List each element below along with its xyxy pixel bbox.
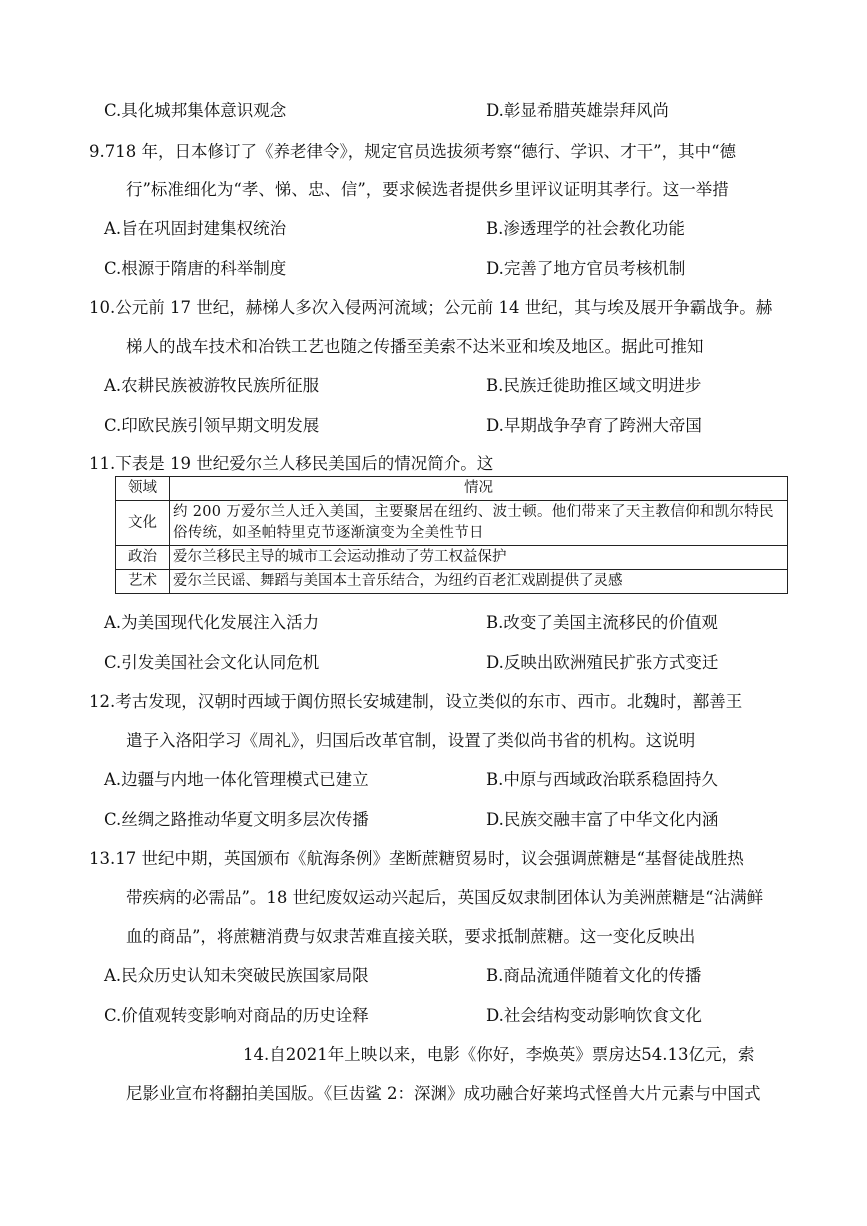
q13-option-d: D.社会结构变动影响饮食文化 (486, 1006, 702, 1025)
q10-option-a: A.农耕民族被游牧民族所征服 (104, 376, 320, 395)
q9-option-b: B.渗透理学的社会教化功能 (486, 219, 685, 238)
q10-stem-line-1: 10.公元前 17 世纪，赫梯人多次入侵两河流域；公元前 14 世纪，其与埃及展开争霸战争。赫 (89, 298, 773, 317)
table-cell-domain: 艺术 (116, 570, 170, 594)
q8-option-c: C.具化城邦集体意识观念 (104, 101, 287, 120)
q11-option-a: A.为美国现代化发展注入活力 (104, 613, 320, 632)
table-header-row (116, 477, 788, 501)
q8-option-d: D.彰显希腊英雄崇拜风尚 (486, 101, 669, 120)
table-row (116, 546, 788, 570)
q11-info-table (115, 476, 788, 594)
table-row (116, 501, 788, 546)
q12-option-a: A.边疆与内地一体化管理模式已建立 (104, 770, 369, 789)
q11-option-b: B.改变了美国主流移民的价值观 (486, 613, 718, 632)
table-cell-situation: 爱尔兰民谣、舞蹈与美国本土音乐结合，为纽约百老汇戏剧提供了灵感 (170, 570, 788, 594)
q10-option-d: D.早期战争孕育了跨洲大帝国 (486, 416, 702, 435)
table-header-situation: 情况 (170, 477, 788, 501)
table-header-domain: 领域 (116, 477, 170, 501)
q13-option-c: C.价值观转变影响对商品的历史诠释 (104, 1006, 369, 1025)
q13-stem-line-3: 血的商品”，将蔗糖消费与奴隶苦难直接关联，要求抵制蔗糖。这一变化反映出 (126, 927, 696, 946)
table-cell-situation: 爱尔兰移民主导的城市工会运动推动了劳工权益保护 (170, 546, 788, 570)
table-cell-domain: 政治 (116, 546, 170, 570)
q9-option-d: D.完善了地方官员考核机制 (486, 259, 686, 278)
q9-option-c: C.根源于隋唐的科举制度 (104, 259, 287, 278)
q10-option-c: C.印欧民族引领早期文明发展 (104, 416, 320, 435)
q13-option-b: B.商品流通伴随着文化的传播 (486, 966, 702, 985)
q10-stem-line-2: 梯人的战车技术和冶铁工艺也随之传播至美索不达米亚和埃及地区。据此可推知 (126, 337, 704, 356)
q12-option-c: C.丝绸之路推动华夏文明多层次传播 (104, 810, 369, 829)
q13-stem-line-1: 13.17 世纪中期，英国颁布《航海条例》垄断蔗糖贸易时，议会强调蔗糖是“基督徒战胜热 (89, 849, 744, 868)
q14-stem-line-1: 14.自2021年上映以来，电影《你好，李焕英》票房达54.13亿元，索 (243, 1045, 755, 1064)
q14-stem-line-2: 尼影业宣布将翻拍美国版。《巨齿鲨 2：深渊》成功融合好莱坞式怪兽大片元素与中国式 (126, 1084, 761, 1103)
table-cell-domain: 文化 (116, 501, 170, 546)
table-cell-situation: 约 200 万爱尔兰人迁入美国，主要聚居在纽约、波士顿。他们带来了天主教信仰和凯尔特民俗传统，如圣帕特里克节逐渐演变为全美性节日 (170, 501, 788, 546)
q9-option-a: A.旨在巩固封建集权统治 (104, 219, 287, 238)
q11-stem-line-1: 11.下表是 19 世纪爱尔兰人移民美国后的情况简介。这 (89, 454, 494, 473)
q13-stem-line-2: 带疾病的必需品”。18 世纪废奴运动兴起后，英国反奴隶制团体认为美洲蔗糖是“沾满鲜 (126, 888, 764, 907)
q12-option-b: B.中原与西域政治联系稳固持久 (486, 770, 718, 789)
q12-stem-line-1: 12.考古发现，汉朝时西域于阗仿照长安城建制，设立类似的东市、西市。北魏时，鄯善王 (89, 692, 743, 711)
q10-option-b: B.民族迁徙助推区域文明进步 (486, 376, 702, 395)
q12-option-d: D.民族交融丰富了中华文化内涵 (486, 810, 719, 829)
q12-stem-line-2: 遣子入洛阳学习《周礼》，归国后改革官制，设置了类似尚书省的机构。这说明 (126, 731, 696, 750)
q11-option-c: C.引发美国社会文化认同危机 (104, 653, 320, 672)
q9-stem-line-1: 9.718 年，日本修订了《养老律令》，规定官员选拔须考察“德行、学识、才干”，其中“德 (89, 142, 737, 161)
q11-option-d: D.反映出欧洲殖民扩张方式变迁 (486, 653, 719, 672)
q13-option-a: A.民众历史认知未突破民族国家局限 (104, 966, 369, 985)
q9-stem-line-2: 行”标准细化为“孝、悌、忠、信”，要求候选者提供乡里评议证明其孝行。这一举措 (126, 180, 729, 199)
table-row (116, 570, 788, 594)
